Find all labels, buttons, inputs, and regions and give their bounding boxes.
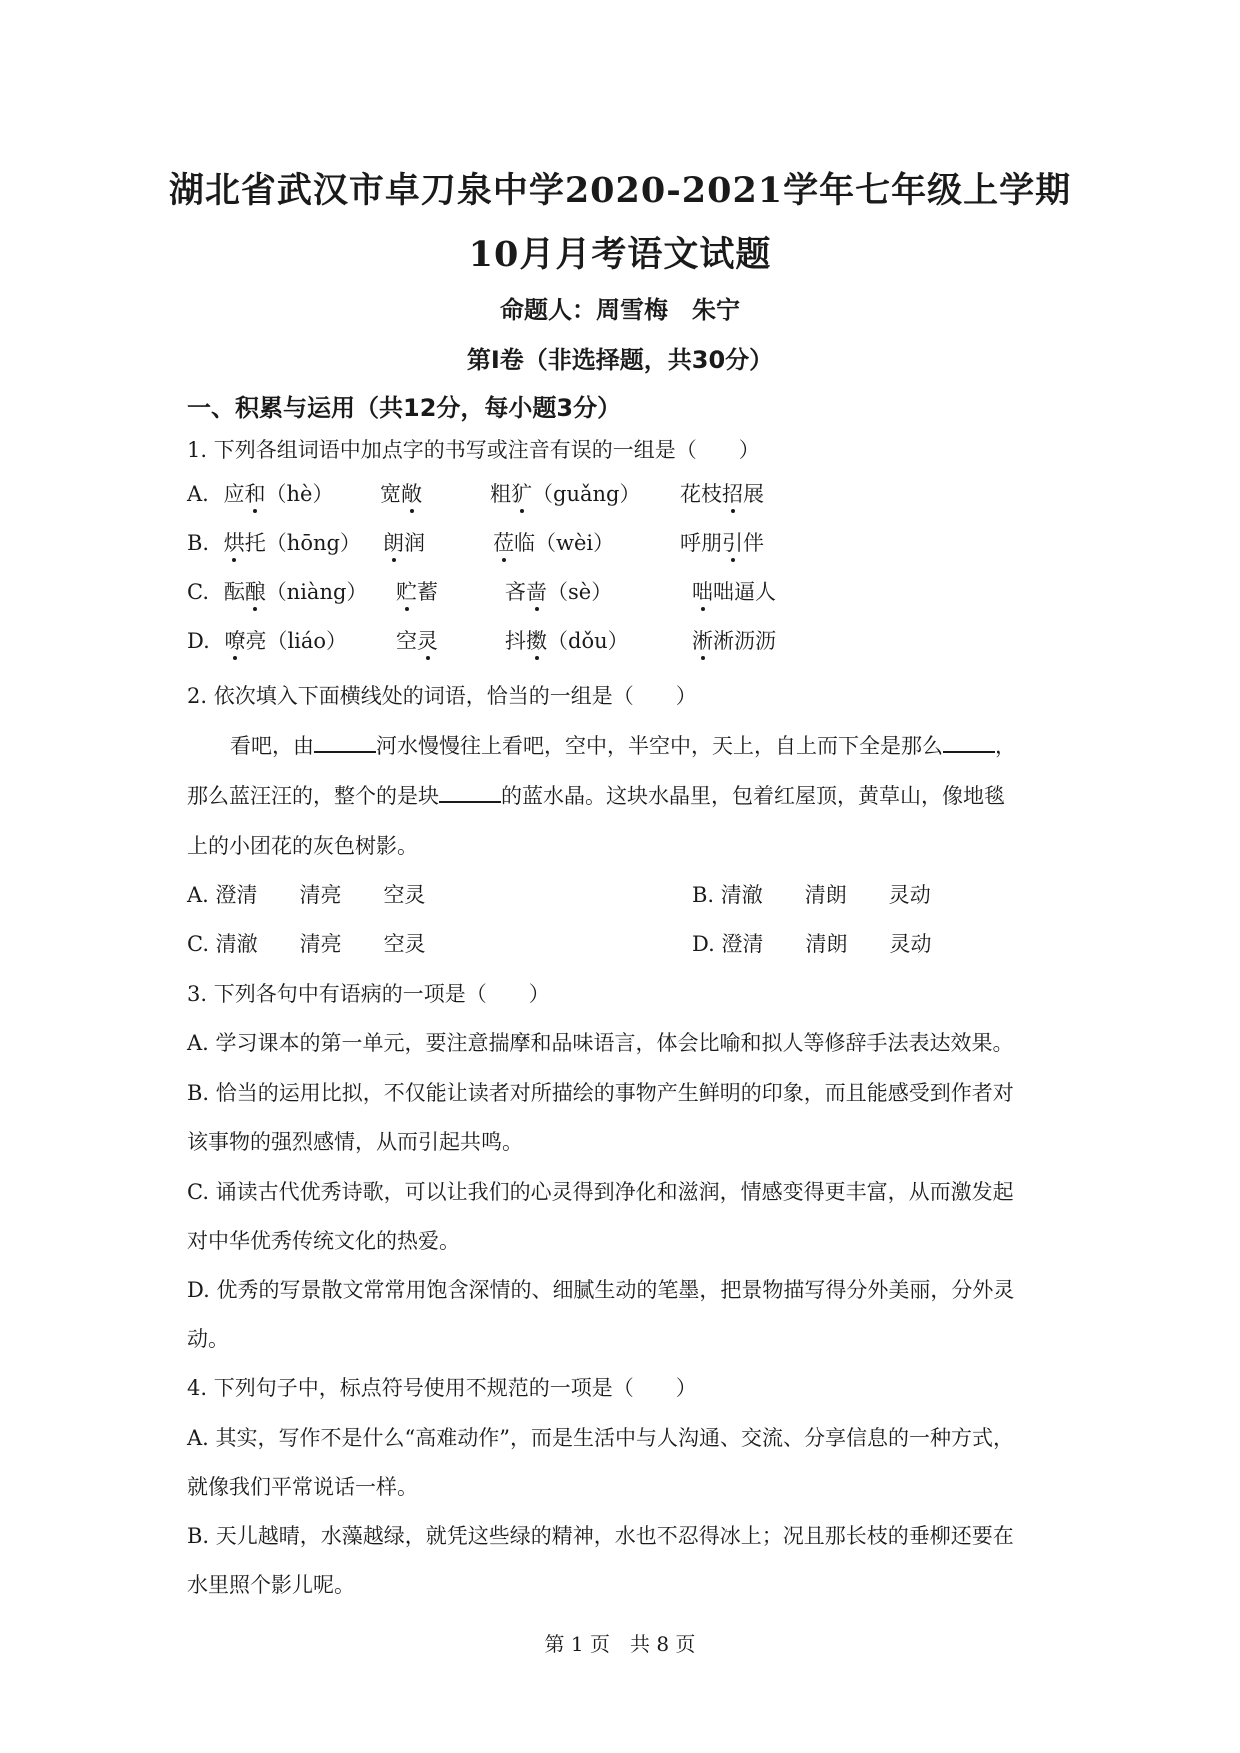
exam-title-line2: 10月月考语文试题 [468, 234, 772, 275]
answer-blank [943, 733, 995, 753]
dotted-char: 啬 [526, 576, 547, 606]
pinyin: （liáo） [266, 629, 348, 653]
q3-option-c-line2: 对中华优秀传统文化的热爱。 [187, 1229, 460, 1253]
q1-option-b-word3 [493, 527, 614, 557]
pinyin: （dǒu） [547, 629, 629, 653]
q3-option-a: A. 学习课本的第一单元，要注意揣摩和品味语言，体会比喻和拟人等修辞手法表达效果。 [187, 1031, 1014, 1055]
pinyin: （niàng） [265, 580, 368, 604]
q1-option-c-word4 [692, 576, 776, 606]
dotted-char: 犷 [511, 478, 532, 508]
word: 蓄 [417, 580, 438, 604]
q1-option-c [187, 576, 367, 606]
option-label: B. [187, 531, 210, 555]
exam-title-line1: 湖北省武汉市卓刀泉中学2020-2021学年七年级上学期 [168, 170, 1072, 211]
q2-passage-line3: 上的小团花的灰色树影。 [187, 834, 418, 858]
q3-option-c-line1: C. 诵读古代优秀诗歌，可以让我们的心灵得到净化和滋润，情感变得更丰富，从而激发起 [187, 1180, 1014, 1204]
dotted-char: 烘 [224, 527, 245, 557]
dotted-char: 招 [722, 478, 743, 508]
word: 咄逼人 [713, 580, 776, 604]
dotted-char: 嘹 [224, 625, 245, 655]
q1-option-d [187, 625, 347, 655]
q4-option-b-line2: 水里照个影儿呢。 [187, 1573, 355, 1597]
q2-option-c: C. 清澈 清亮 空灵 [187, 932, 426, 956]
q1-option-b [187, 527, 361, 557]
dotted-char: 擞 [526, 625, 547, 655]
word: 吝 [505, 580, 526, 604]
word: 空 [396, 629, 417, 653]
dotted-char: 咄 [692, 576, 713, 606]
q3-stem: 3. 下列各句中有语病的一项是（ ） [187, 982, 550, 1006]
word: 润 [404, 531, 425, 555]
passage-text: 的蓝水晶。这块水晶里，包着红屋顶，黄草山，像地毯 [501, 784, 1005, 808]
q1-option-d-word4 [692, 625, 776, 655]
q1-option-a-word2 [380, 478, 422, 508]
pinyin: （guǎng） [532, 482, 641, 506]
dotted-char: 灵 [417, 625, 438, 655]
option-label: D. [187, 629, 210, 653]
q3-option-b-line2: 该事物的强烈感情，从而引起共鸣。 [187, 1130, 523, 1154]
word: 呼朋 [680, 531, 722, 555]
dotted-char: 和 [245, 478, 266, 508]
q2-option-b: B. 清澈 清朗 灵动 [692, 883, 931, 907]
dotted-char: 朗 [383, 527, 404, 557]
q4-option-a-line1: A. 其实，写作不是什么“高难动作”，而是生活中与人沟通、交流、分享信息的一种方式， [187, 1426, 1014, 1450]
passage-text: 那么蓝汪汪的，整个的是块 [187, 784, 439, 808]
word: 抖 [505, 629, 526, 653]
q1-option-c-word2 [396, 576, 438, 606]
option-label: C. [187, 580, 209, 604]
q1-option-b-word2 [383, 527, 425, 557]
page-number: 第 1 页 共 8 页 [544, 1632, 696, 1656]
word: 展 [743, 482, 764, 506]
q2-option-d: D. 澄清 清朗 灵动 [692, 932, 932, 956]
q1-option-c-word3 [505, 576, 612, 606]
q4-option-a-line2: 就像我们平常说话一样。 [187, 1475, 418, 1499]
q1-stem: 1. 下列各组词语中加点字的书写或注音有误的一组是（ ） [187, 438, 760, 462]
passage-text: 河水慢慢往上看吧，空中，半空中，天上，自上而下全是那么 [376, 734, 943, 758]
word: 临 [514, 531, 535, 555]
q1-option-a-word4 [680, 478, 764, 508]
word: 酝 [223, 580, 245, 604]
volume-heading: 第Ⅰ卷（非选择题，共30分） [466, 346, 774, 374]
q2-stem: 2. 依次填入下面横线处的词语，恰当的一组是（ ） [187, 684, 697, 708]
pinyin: （wèi） [535, 531, 615, 555]
q2-passage-line1 [230, 730, 1016, 760]
q1-option-d-word2 [396, 625, 438, 655]
q4-stem: 4. 下列句子中，标点符号使用不规范的一项是（ ） [187, 1376, 697, 1400]
q4-option-b-line1: B. 天儿越晴，水藻越绿，就凭这些绿的精神，水也不忍得冰上；况且那长枝的垂柳还要在 [187, 1524, 1014, 1548]
q1-option-a [187, 478, 333, 508]
passage-text: ， [995, 734, 1016, 758]
q1-option-d-word3 [505, 625, 629, 655]
answer-blank [314, 733, 376, 753]
word: 花枝 [680, 482, 722, 506]
dotted-char: 莅 [493, 527, 514, 557]
dotted-char: 淅 [692, 625, 713, 655]
passage-text: 看吧，由 [230, 734, 314, 758]
q3-option-d-line1: D. 优秀的写景散文常常用饱含深情的、细腻生动的笔墨，把景物描写得分外美丽，分外灵 [187, 1278, 1015, 1302]
word: 伴 [743, 531, 764, 555]
exam-author: 命题人：周雪梅 朱宁 [500, 296, 740, 324]
word: 宽 [380, 482, 401, 506]
word: 托 [244, 531, 266, 555]
pinyin: （hè） [265, 482, 334, 506]
word: 粗 [490, 482, 511, 506]
q2-option-a: A. 澄清 清亮 空灵 [187, 883, 426, 907]
q1-option-a-word3 [490, 478, 640, 508]
section-heading: 一、积累与运用（共12分，每小题3分） [187, 394, 622, 422]
dotted-char: 引 [722, 527, 743, 557]
word: 应 [223, 482, 245, 506]
dotted-char: 贮 [396, 576, 417, 606]
q3-option-b-line1: B. 恰当的运用比拟，不仅能让读者对所描绘的事物产生鲜明的印象，而且能感受到作者对 [187, 1081, 1014, 1105]
q3-option-d-line2: 动。 [187, 1327, 229, 1351]
dotted-char: 酿 [245, 576, 266, 606]
word: 淅沥沥 [713, 629, 776, 653]
q2-passage-line2 [187, 780, 1005, 810]
pinyin: （hōng） [265, 531, 361, 555]
option-label: A. [187, 482, 209, 506]
pinyin: （sè） [547, 580, 613, 604]
answer-blank [439, 783, 501, 803]
dotted-char: 敞 [401, 478, 422, 508]
word: 亮 [245, 629, 267, 653]
q1-option-b-word4 [680, 527, 764, 557]
